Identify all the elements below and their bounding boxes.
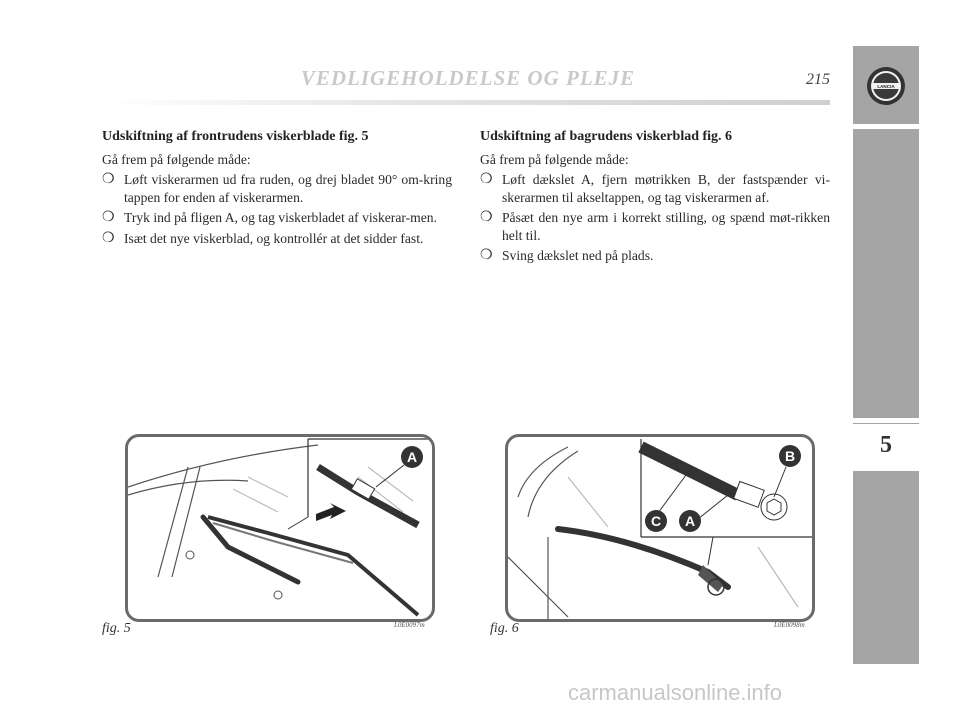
list-item-text: Påsæt den nye arm i korrekt stilling, og spænd møt-rikken helt til.: [502, 210, 830, 243]
list-item-text: Tryk ind på fligen A, og tag viskerbladet af viskerar-men.: [124, 210, 437, 225]
front-wiper-illustration: [128, 437, 432, 619]
figure-6-rear-wiper: [505, 434, 815, 622]
bullet-circle-icon: ❍: [102, 172, 115, 187]
list-item: [102, 171, 452, 206]
header-rule: [102, 100, 830, 105]
lancia-logo-icon: [866, 66, 906, 106]
sidebar-divider: [853, 418, 919, 423]
bullet-circle-icon: ❍: [480, 172, 493, 187]
list-item: [480, 209, 830, 244]
figure-caption: fig. 6: [490, 621, 519, 636]
rear-wiper-illustration: [508, 437, 812, 619]
callout-label-b: B: [784, 448, 796, 464]
list-item-text: Isæt det nye viskerblad, og kontrollér at det sidder fast.: [124, 230, 424, 246]
callout-label-a: A: [406, 449, 418, 465]
figure-caption: fig. 5: [102, 621, 131, 636]
list-item: [480, 171, 830, 206]
bullet-circle-icon: ❍: [480, 248, 493, 263]
section-heading-rear: Udskiftning af bagrudens viskerblad fig. 6: [480, 129, 733, 144]
chapter-sidebar: [853, 46, 919, 664]
callout-label-a: A: [684, 513, 696, 529]
list-item-text: Sving dækslet ned på plads.: [502, 248, 654, 263]
list-item-text: Løft dækslet A, fjern møtrikken B, der fastspænder vi-skerarmen til akseltappen, og tag viskerarmen af.: [502, 172, 830, 205]
section-heading-front: Udskiftning af frontrudens viskerblade fig. 5: [102, 129, 369, 144]
bullet-circle-icon: ❍: [480, 210, 493, 225]
figure-5-front-wiper: [125, 434, 435, 622]
list-item-text: Løft viskerarmen ud fra ruden, og drej bladet 90° om-kring tappen for enden af viskerarmen.: [124, 172, 452, 205]
figure-code: L0E0098m: [774, 621, 805, 629]
bullet-circle-icon: ❍: [102, 210, 115, 225]
list-item: [102, 209, 452, 227]
watermark: carmanualsonline.info: [568, 680, 783, 705]
intro-text: Gå frem på følgende måde:: [102, 151, 251, 167]
intro-text: Gå frem på følgende måde:: [480, 151, 629, 167]
logo-text: LANCIA: [877, 84, 895, 89]
list-item: [480, 247, 830, 265]
list-item: [102, 230, 452, 248]
page-number: 215: [806, 71, 830, 88]
callout-label-c: C: [650, 513, 662, 529]
sidebar-divider: [853, 124, 919, 129]
figure-code: L0E0097m: [394, 621, 425, 629]
left-column: [102, 128, 452, 250]
bullet-circle-icon: ❍: [102, 230, 115, 246]
running-title: VEDLIGEHOLDELSE OG PLEJE: [300, 66, 636, 90]
right-column: [480, 128, 830, 268]
sidebar-divider: [853, 466, 919, 471]
chapter-number: 5: [853, 424, 919, 466]
